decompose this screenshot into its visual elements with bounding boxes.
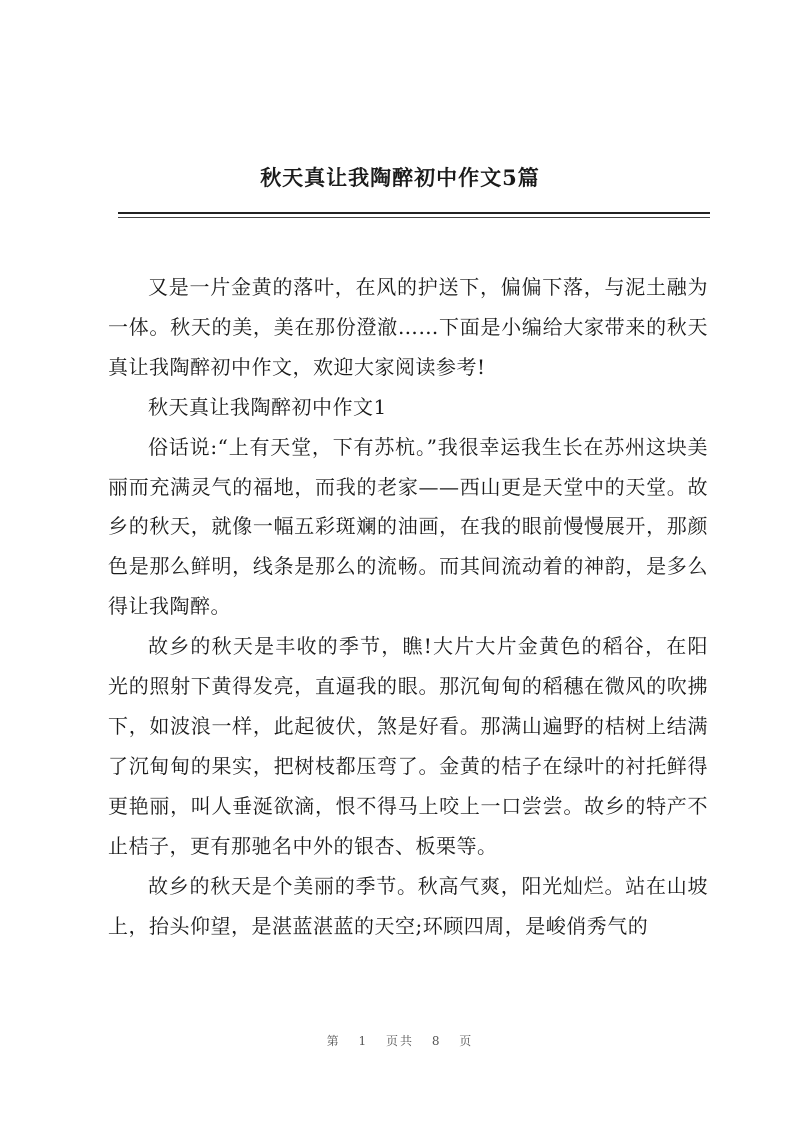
title-divider-thin (118, 217, 710, 218)
footer-middle: 页共 (385, 1034, 414, 1048)
section-heading: 秋天真让我陶醉初中作文1 (148, 394, 387, 419)
body-paragraph: 故乡的秋天是丰收的季节，瞧!大片大片金黄色的稻谷，在阳光的照射下黄得发亮，直逼我的眼。那沉甸甸的稻穗在微风的吹拂下，如波浪一样，此起彼伏，煞是好看。那满山遍野的桔树上结满了沉甸甸的果实，把树枝都压弯了。金黄的桔子在绿叶的衬托鲜得更艳丽，叫人垂涎欲滴，恨不得马上咬上一口尝尝。故乡的特产不止桔子，更有那驰名中外的银杏、板栗等。 (108, 634, 708, 858)
page-footer (0, 1032, 800, 1049)
page-title: 秋天真让我陶醉初中作文5篇 (260, 165, 540, 190)
footer-suffix: 页 (459, 1034, 474, 1048)
footer-prefix: 第 (326, 1034, 341, 1048)
title-divider (118, 212, 710, 214)
intro-paragraph: 又是一片金黄的落叶，在风的护送下，偏偏下落，与泥土融为一体。秋天的美，美在那份澄澈……下面是小编给大家带来的秋天真让我陶醉初中作文，欢迎大家阅读参考! (108, 275, 708, 379)
footer-page-number: 1 (358, 1034, 369, 1048)
document-body (108, 268, 708, 946)
footer-total-pages: 8 (431, 1034, 442, 1048)
body-paragraph: 故乡的秋天是个美丽的季节。秋高气爽，阳光灿烂。站在山坡上，抬头仰望，是湛蓝湛蓝的天空;环顾四周，是峻俏秀气的 (108, 873, 708, 938)
body-paragraph: 俗话说:“上有天堂，下有苏杭。”我很幸运我生长在苏州这块美丽而充满灵气的福地，而我的老家——西山更是天堂中的天堂。故乡的秋天，就像一幅五彩斑斓的油画，在我的眼前慢慢展开，那颜色是那么鲜明，线条是那么的流畅。而其间流动着的神韵，是多么得让我陶醉。 (108, 434, 708, 619)
